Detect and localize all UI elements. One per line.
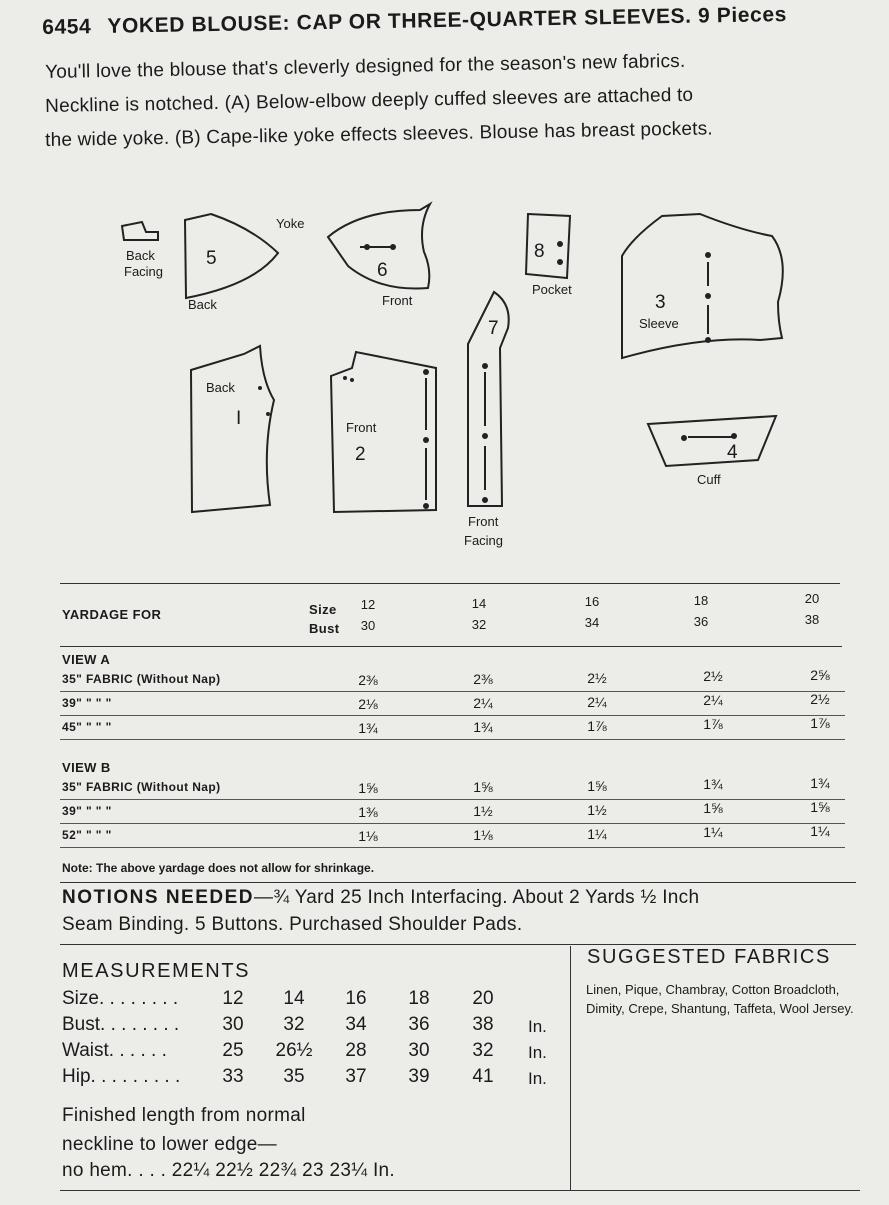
pocket-label: Pocket	[532, 282, 572, 297]
piece-number-8: 8	[534, 241, 545, 262]
measurement-value: 28	[345, 1040, 367, 1061]
measurement-value: 32	[472, 1040, 494, 1061]
finished-length-line-1: Finished length from normal	[62, 1105, 306, 1126]
measurement-value: 30	[222, 1014, 244, 1035]
divider	[60, 646, 842, 647]
front-facing-label-1: Front	[468, 514, 499, 529]
measurement-unit: In.	[528, 1017, 547, 1036]
size-header-14: 14	[471, 595, 487, 611]
piece-count: 9 Pieces	[697, 3, 788, 28]
yoke-label: Yoke	[276, 216, 305, 231]
back-facing-piece	[122, 222, 158, 240]
finished-length-line-3: no hem. . . . 22¼ 22½ 22¾ 23 23¼ In.	[62, 1160, 395, 1181]
fabric-width-label: 39" " " "	[62, 804, 112, 818]
bust-header-30: 30	[360, 618, 376, 633]
yardage-cell: 1⅜	[358, 804, 378, 820]
yardage-cell: 2½	[587, 669, 607, 686]
back-bodice-label: Back	[206, 380, 235, 395]
yardage-cell: 2¼	[703, 692, 723, 709]
yardage-cell: 1¼	[703, 824, 723, 841]
size-label: Size	[309, 602, 337, 617]
front-facing-label-2: Facing	[464, 533, 504, 548]
divider	[60, 1190, 860, 1191]
measurement-label: Bust. . . . . . . .	[62, 1014, 180, 1035]
measurement-value: 14	[283, 988, 305, 1009]
size-header-20: 20	[804, 591, 820, 606]
front-yoke-label: Front	[382, 293, 413, 308]
measurement-value: 36	[408, 1014, 430, 1035]
back-yoke-label: Back	[188, 297, 217, 312]
notions-text-1: —¾ Yard 25 Inch Interfacing. About 2 Yards ½ Inch	[254, 887, 700, 908]
piece-number-4: 4	[727, 442, 738, 463]
size-header-16: 16	[584, 594, 600, 609]
intro-line-3: the wide yoke. (B) Cape-like yoke effects sleeves. Blouse has breast pockets.	[45, 118, 713, 151]
measurement-value: 41	[472, 1066, 494, 1087]
measurement-value: 12	[222, 988, 244, 1009]
intro-line-2: Neckline is notched. (A) Below-elbow deeply cuffed sleeves are attached to	[45, 84, 694, 117]
measurement-value: 18	[408, 988, 430, 1009]
back-facing-label-1: Back	[126, 248, 155, 263]
yardage-cell: 2⅛	[358, 696, 378, 712]
yardage-cell: 1⅛	[473, 826, 493, 843]
pattern-number: 6454	[42, 15, 92, 39]
yardage-cell: 2¼	[587, 693, 607, 710]
yardage-cell: 2½	[703, 668, 723, 685]
yardage-cell: 1⅝	[703, 800, 723, 817]
measurement-label: Waist. . . . . .	[62, 1040, 167, 1061]
measurement-value: 39	[408, 1066, 430, 1087]
measurement-value: 20	[472, 988, 494, 1009]
measurement-value: 25	[222, 1040, 244, 1061]
row-divider	[60, 739, 845, 740]
column-divider	[570, 946, 571, 1190]
fabric-width-label: 39" " " "	[62, 696, 112, 710]
yardage-cell: 1⅝	[358, 780, 378, 796]
back-yoke-piece	[185, 214, 278, 298]
yardage-cell: 1⅝	[587, 777, 607, 794]
intro-line-1: You'll love the blouse that's cleverly designed for the season's new fabrics.	[45, 50, 686, 83]
yardage-note: Note: The above yardage does not allow for shrinkage.	[62, 861, 375, 875]
suggested-fabrics-list: Linen, Pique, Chambray, Cotton Broadcloth, Dimity, Crepe, Shantung, Taffeta, Wool Jersey.	[586, 982, 854, 1016]
yardage-cell: 1½	[587, 801, 607, 818]
yardage-cell: 1¼	[587, 825, 607, 842]
divider	[60, 583, 840, 584]
divider	[60, 882, 856, 883]
row-divider	[60, 847, 845, 848]
bust-header-38: 38	[804, 612, 820, 627]
fabric-width-label: 45" " " "	[62, 720, 112, 734]
notions-line-2: Seam Binding. 5 Buttons. Purchased Shoulder Pads.	[62, 914, 523, 935]
measurement-label: Hip. . . . . . . . .	[62, 1066, 181, 1087]
piece-number-5: 5	[206, 248, 217, 269]
finished-length-line-2: neckline to lower edge—	[62, 1134, 277, 1155]
measurement-value: 32	[283, 1014, 305, 1035]
bust-header-34: 34	[584, 615, 600, 630]
yardage-cell: 1½	[473, 802, 493, 819]
measurement-unit: In.	[528, 1043, 547, 1062]
back-bodice-piece	[191, 346, 274, 512]
measurement-value: 26½	[275, 1040, 313, 1061]
piece-number-7: 7	[488, 318, 499, 339]
yardage-cell: 1¾	[703, 776, 723, 793]
measurement-value: 38	[472, 1014, 494, 1035]
sleeve-piece	[622, 214, 783, 358]
yardage-cell: 2½	[810, 691, 830, 708]
view-heading: VIEW A	[62, 652, 111, 667]
divider	[60, 944, 856, 945]
fabric-width-label: 35" FABRIC (Without Nap)	[62, 780, 221, 794]
yardage-cell: 1⅞	[587, 717, 607, 734]
measurement-value: 35	[283, 1066, 305, 1087]
piece-number-6: 6	[377, 260, 388, 281]
measurements-title: MEASUREMENTS	[62, 960, 251, 982]
pattern-name: YOKED BLOUSE: CAP OR THREE-QUARTER SLEEVES.	[107, 4, 692, 38]
piece-number-3: 3	[655, 292, 666, 313]
yardage-cell: 1⅝	[810, 799, 830, 816]
size-header-18: 18	[693, 592, 709, 608]
yardage-cell: 1⅝	[473, 778, 493, 795]
notions-line-1	[62, 887, 699, 909]
fabric-width-label: 52" " " "	[62, 828, 112, 842]
cuff-label: Cuff	[697, 472, 721, 487]
measurement-value: 30	[408, 1040, 430, 1061]
yardage-cell: 1⅞	[810, 715, 830, 732]
yardage-cell: 1¾	[810, 775, 830, 792]
notions-heading: NOTIONS NEEDED	[62, 887, 255, 908]
yardage-cell: 2⅝	[810, 667, 830, 684]
piece-number-1: I	[236, 408, 242, 429]
bust-header-36: 36	[693, 613, 709, 629]
piece-number-2: 2	[355, 444, 366, 465]
front-bodice-label: Front	[346, 420, 377, 435]
view-heading: VIEW B	[62, 760, 111, 775]
cuff-piece	[648, 416, 776, 466]
bust-label: Bust	[309, 621, 340, 636]
measurement-label: Size. . . . . . . .	[62, 988, 179, 1009]
size-header-12: 12	[360, 597, 376, 612]
yardage-cell: 2¼	[473, 694, 493, 711]
yardage-cell: 1¾	[358, 720, 378, 736]
back-facing-label-2: Facing	[124, 264, 164, 279]
measurement-value: 33	[222, 1066, 244, 1087]
yardage-cell: 2⅜	[473, 670, 493, 687]
yardage-cell: 1¼	[810, 823, 830, 840]
measurement-unit: In.	[528, 1069, 547, 1088]
yardage-cell: 1¾	[473, 718, 493, 735]
fabric-width-label: 35" FABRIC (Without Nap)	[62, 672, 221, 686]
suggested-fabrics-title: SUGGESTED FABRICS	[587, 946, 831, 968]
yardage-cell: 1⅞	[703, 716, 723, 733]
measurement-value: 16	[345, 988, 367, 1009]
measurement-value: 37	[345, 1066, 367, 1087]
yardage-cell: 1⅛	[358, 828, 378, 844]
yardage-cell: 2⅜	[358, 672, 378, 688]
pattern-pieces-diagram	[0, 0, 889, 570]
pocket-piece	[526, 214, 570, 278]
bust-header-32: 32	[471, 616, 487, 632]
yardage-label: YARDAGE FOR	[62, 607, 162, 622]
measurement-value: 34	[345, 1014, 367, 1035]
sleeve-label: Sleeve	[639, 316, 679, 331]
